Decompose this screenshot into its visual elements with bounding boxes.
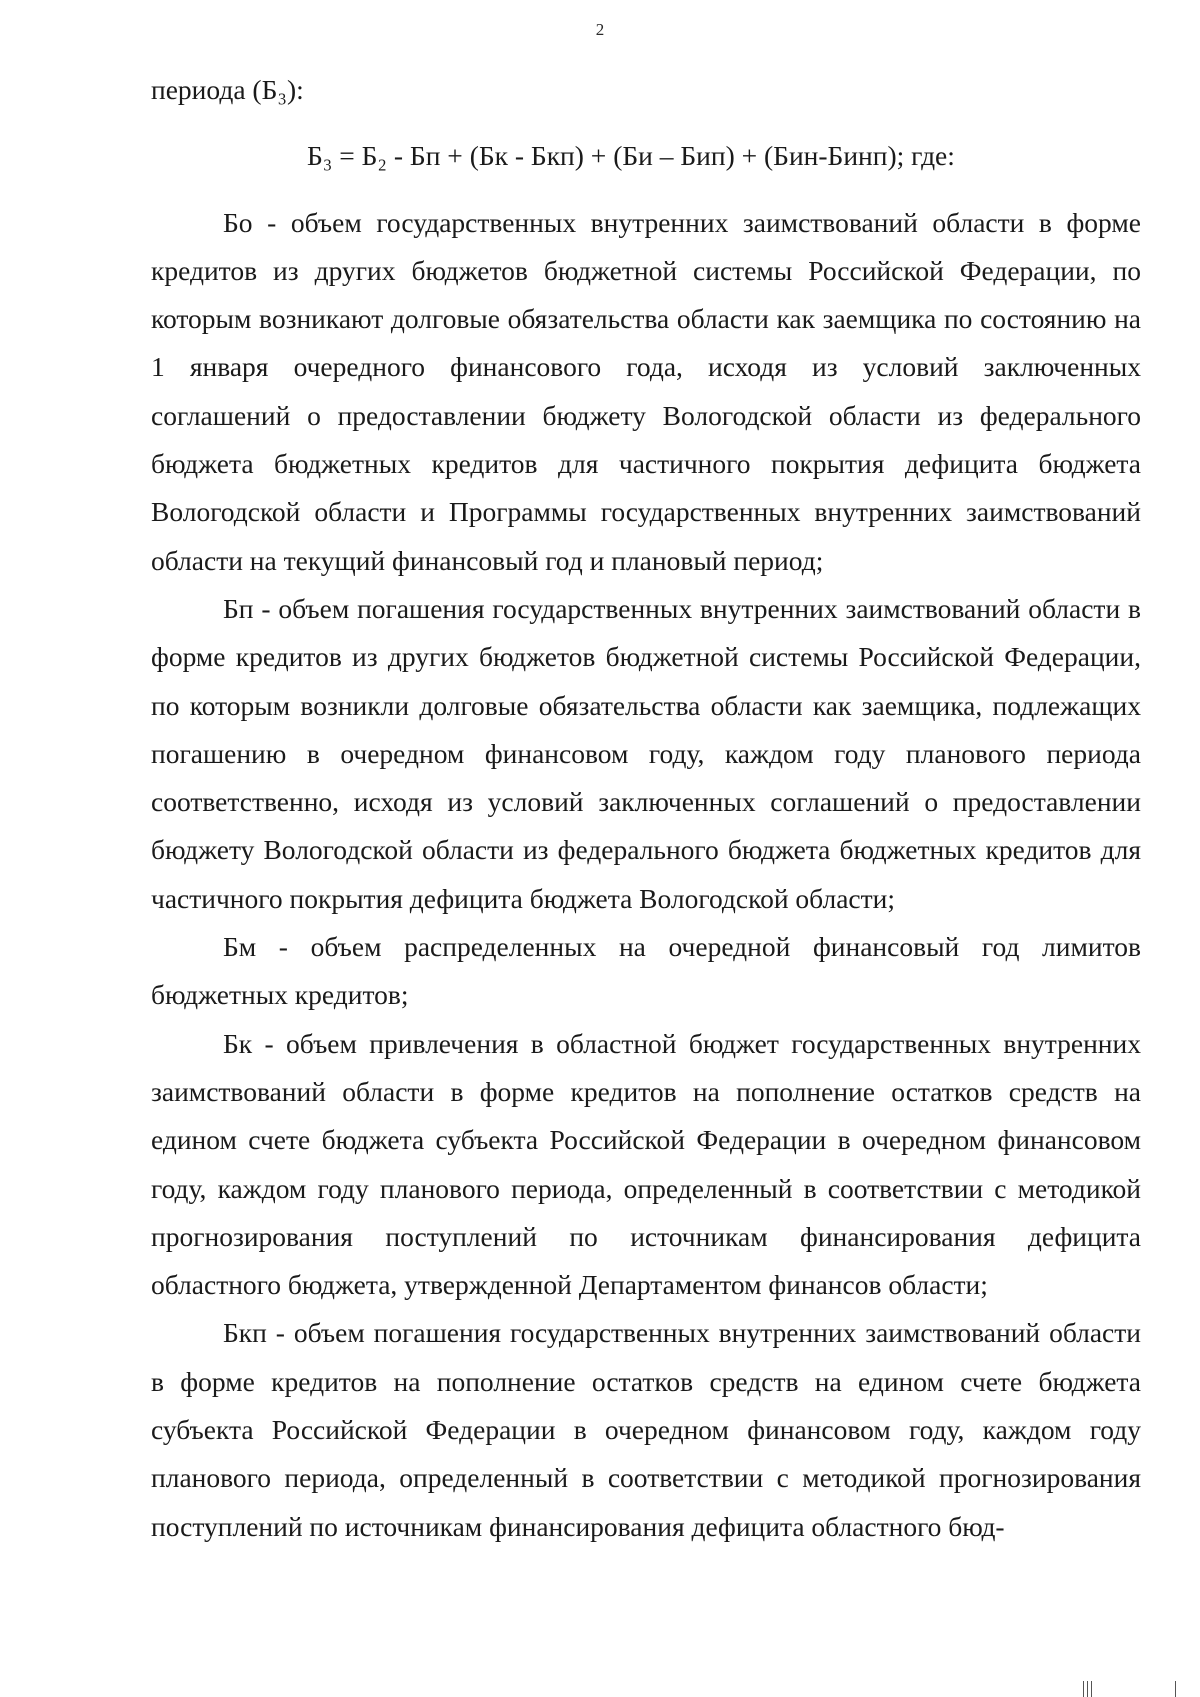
page-number: 2 [595, 20, 605, 39]
scan-mark [1175, 1681, 1176, 1697]
scan-mark [1087, 1681, 1088, 1697]
paragraph-bkp: Бкп - объем погашения государственных внутренних заимствований области в форме кредитов на пополнение остатков средств на едином счете бюджета субъекта Российской Федерации в очередном финансовом году, каждом году планового периода, определенный в соответствии с методикой прогнозирования поступлений по источникам финансирования дефицита областного бюд- [151, 1317, 1141, 1542]
formula: Б₃ = Б₂ - Бп + (Бк - Бкп) + (Би – Бип) + (Бин-Бинп); где: [307, 140, 955, 172]
paragraph-bp: Бп - объем погашения государственных внутренних заимствований области в форме кредитов из других бюджетов бюджетной системы Российской Федерации, по которым возникли долговые обязательства области как заемщика, подлежащих погашению в очередном финансовом году, каждом году планового периода соответственно, исходя из условий заключенных соглашений о предоставлении бюджету Вологодской области из федерального бюджета бюджетных кредитов для частичного покрытия дефицита бюджета Вологодской области; [151, 592, 1141, 914]
scan-mark [1091, 1681, 1092, 1697]
document-body [151, 66, 1141, 1551]
lead-line: периода (Б₃): [151, 74, 304, 105]
paragraph-bo: Бо - объем государственных внутренних заимствований области в форме кредитов из других бюджетов бюджетной системы Российской Федерации, по которым возникают долговые обязательства области как заемщика по состоянию на 1 января очередного финансового года, исходя из условий заключенных соглашений о предоставлении бюджету Вологодской области из федерального бюджета бюджетных кредитов для частичного покрытия дефицита бюджета Вологодской области и Программы государственных внутренних заимствований области на текущий финансовый год и плановый период; [151, 206, 1141, 576]
scan-mark [1083, 1681, 1084, 1697]
paragraph-bm: Бм - объем распределенных на очередной финансовый год лимитов бюджетных кредитов; [151, 931, 1141, 1011]
paragraph-bk: Бк - объем привлечения в областной бюджет государственных внутренних заимствований области в форме кредитов на пополнение остатков средств на едином счете бюджета субъекта Российской Федерации в очередном финансовом году, каждом году планового периода, определенный в соответствии с методикой прогнозирования поступлений по источникам финансирования дефицита областного бюджета, утвержденной Департаментом финансов области; [151, 1027, 1141, 1301]
